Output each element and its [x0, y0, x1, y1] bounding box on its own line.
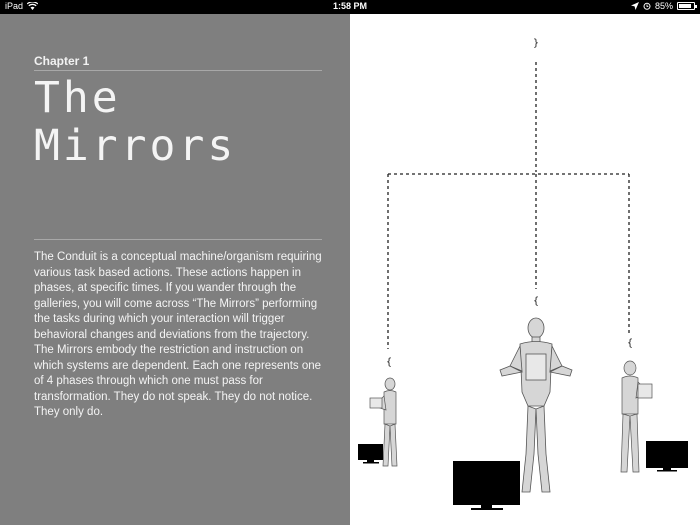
brace-top: }	[533, 38, 540, 49]
brace-center: {	[533, 296, 540, 307]
battery-percent: 85%	[654, 1, 673, 11]
chapter-title	[34, 74, 236, 170]
brace-left: {	[386, 357, 393, 368]
monitor-left	[358, 444, 383, 464]
status-bar	[0, 0, 700, 14]
alarm-clock-icon	[643, 2, 651, 10]
status-right	[631, 1, 695, 11]
status-time: 1:58 PM	[332, 1, 367, 11]
illustration-panel	[350, 14, 700, 525]
monitor-center	[453, 461, 520, 510]
monitor-right	[646, 441, 688, 472]
location-arrow-icon	[631, 2, 639, 10]
battery-fill	[679, 4, 691, 8]
chapter-text-panel	[0, 14, 350, 525]
brace-right: {	[627, 338, 634, 349]
divider-middle	[34, 239, 322, 240]
battery-icon	[677, 2, 695, 10]
chapter-title-line-1: The	[34, 73, 121, 123]
chapter-title-line-2: Mirrors	[34, 121, 237, 171]
chapter-label: Chapter 1	[34, 54, 90, 68]
chapter-body-text: The Conduit is a conceptual machine/organism requiring various task based actions. These actions happen in phases, at specific times. If you wander through the galleries, you will come across “The Mirrors” performing the tasks during which your interaction will trigger behavioral changes and deviations from the trajectory. The Mirrors embody the restriction and instruction on which systems are dependent. Each one represents one of 4 phases through which one must pass for transformation. They do not speak. They do not notice. They only do.	[34, 251, 322, 418]
divider-top	[34, 70, 322, 71]
device-name: iPad	[5, 1, 24, 11]
mirrors-illustration	[350, 14, 700, 525]
